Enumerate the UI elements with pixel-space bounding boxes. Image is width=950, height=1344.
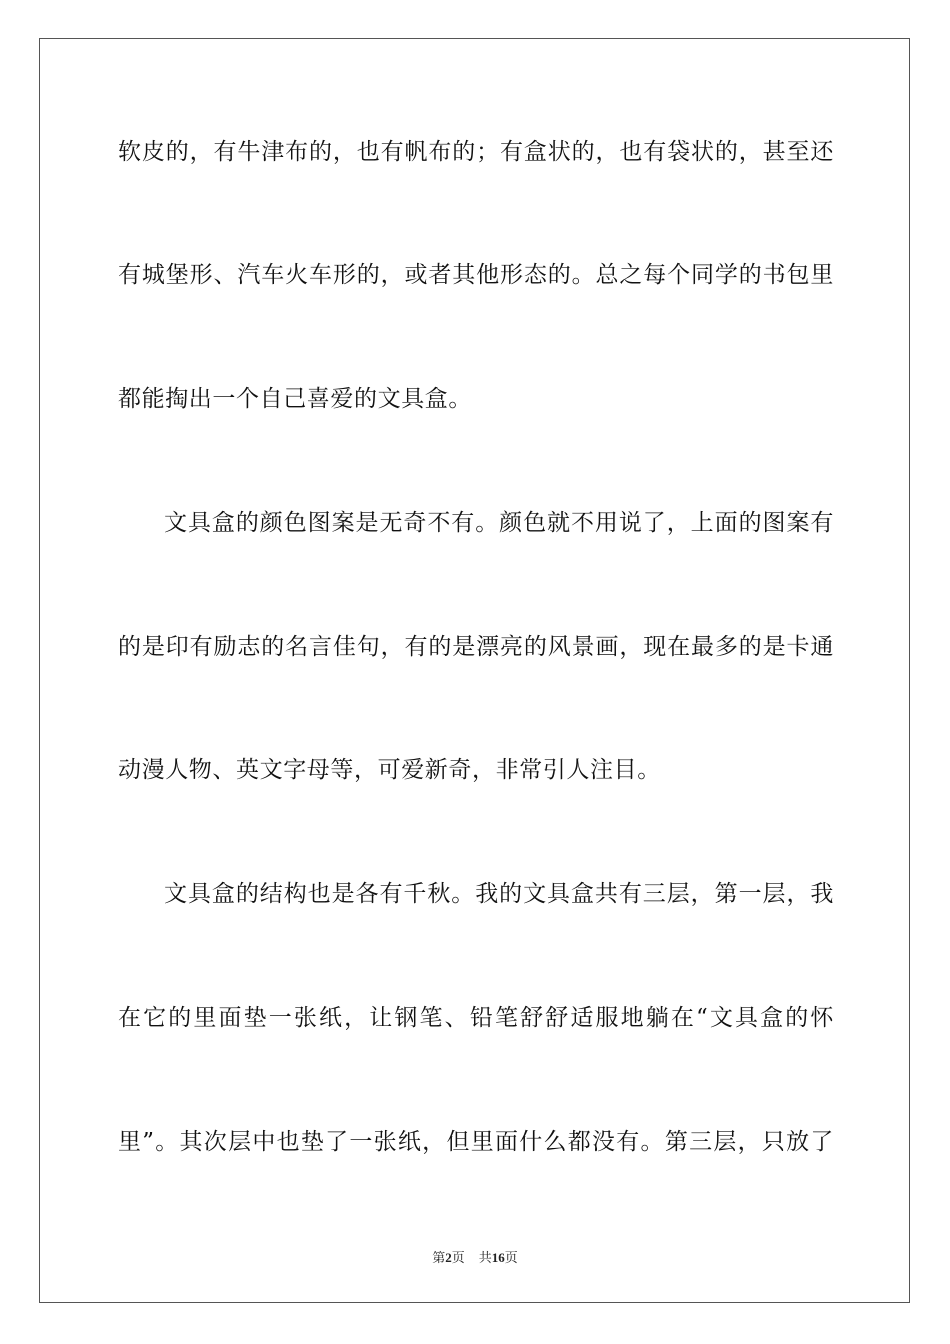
footer-page-number: 2: [445, 1250, 452, 1265]
footer-page-suffix: 页: [451, 1251, 465, 1266]
footer-page-prefix: 第: [432, 1251, 446, 1266]
paragraph-1-line-2: 有城堡形、汽车火车形的，或者其他形态的。总之每个同学的书包里: [118, 262, 834, 288]
paragraph-2-line-1: 文具盒的颜色图案是无奇不有。颜色就不用说了，上面的图案有: [164, 510, 834, 536]
paragraph-3-line-1: 文具盒的结构也是各有千秋。我的文具盒共有三层，第一层，我: [164, 881, 834, 907]
footer-total-suffix: 页: [504, 1251, 518, 1266]
page-border: [39, 38, 910, 1303]
footer-total-pages: 16: [491, 1250, 505, 1265]
paragraph-3-line-2: 在它的里面垫一张纸，让钢笔、铅笔舒舒适服地躺在“文具盒的怀: [118, 1005, 834, 1031]
paragraph-3-line-3: 里”。其次层中也垫了一张纸，但里面什么都没有。第三层，只放了: [118, 1129, 834, 1155]
page-footer: [0, 1247, 950, 1266]
paragraph-2-line-3: 动漫人物、英文字母等，可爱新奇，非常引人注目。: [118, 757, 661, 783]
footer-total-prefix: 共: [478, 1251, 492, 1266]
paragraph-1-line-3: 都能掏出一个自己喜爱的文具盒。: [118, 386, 472, 412]
paragraph-1-line-1: 软皮的，有牛津布的，也有帆布的；有盒状的，也有袋状的，甚至还: [118, 139, 834, 165]
paragraph-2-line-2: 的是印有励志的名言佳句，有的是漂亮的风景画，现在最多的是卡通: [118, 634, 834, 660]
